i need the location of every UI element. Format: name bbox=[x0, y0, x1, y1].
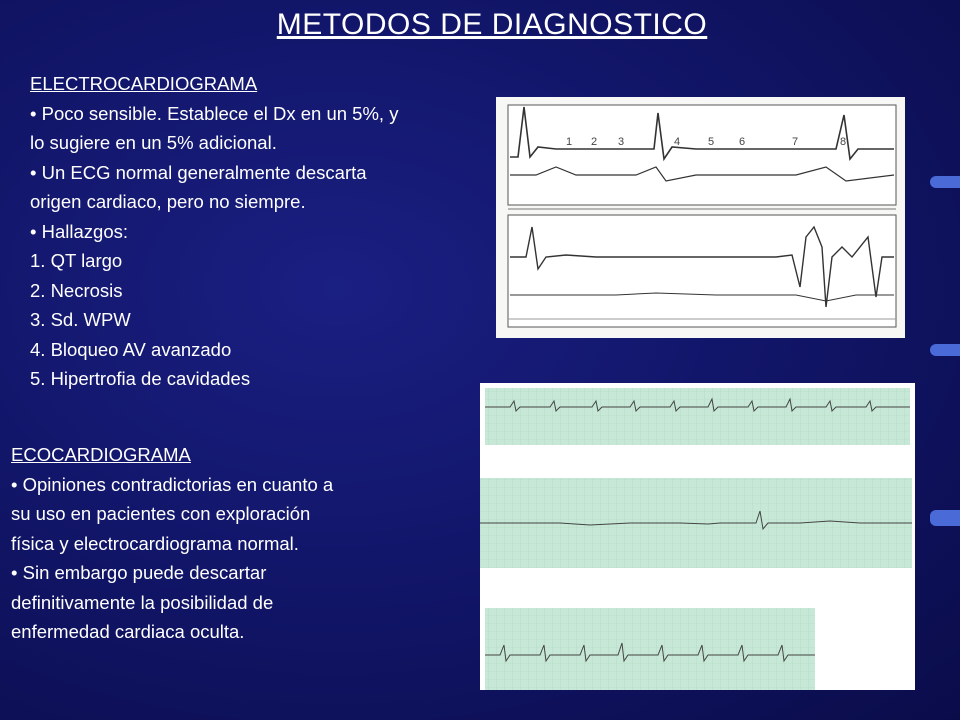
eco-line: • Sin embargo puede descartar bbox=[11, 562, 267, 583]
ecg-line: • Hallazgos: bbox=[30, 220, 128, 242]
ecg-heading: ELECTROCARDIOGRAMA bbox=[30, 73, 258, 94]
ecg-line: 4. Bloqueo AV avanzado bbox=[30, 338, 232, 360]
decorative-accent bbox=[930, 510, 960, 526]
beat-label: 6 bbox=[739, 136, 746, 148]
eco-section bbox=[11, 440, 333, 647]
beat-label: 5 bbox=[708, 136, 715, 148]
ecg-line: • Poco sensible. Establece el Dx en un 5%, y bbox=[30, 102, 399, 124]
rhythm-strips-image bbox=[480, 383, 915, 690]
ecg-line: 1. QT largo bbox=[30, 250, 123, 271]
beat-label: 3 bbox=[618, 136, 625, 148]
ecg-line: lo sugiere en un 5% adicional. bbox=[30, 132, 277, 153]
beat-label: 2 bbox=[591, 136, 598, 148]
ecg-section bbox=[30, 69, 398, 394]
eco-line: definitivamente la posibilidad de bbox=[11, 591, 274, 613]
eco-line: su uso en pacientes con exploración bbox=[11, 503, 311, 524]
ecg-tracing-svg bbox=[496, 97, 905, 338]
beat-label: 1 bbox=[566, 136, 573, 148]
eco-line: • Opiniones contradictorias en cuanto a bbox=[11, 473, 334, 495]
decorative-accent bbox=[930, 176, 960, 188]
ecg-line: origen cardiaco, pero no siempre. bbox=[30, 191, 306, 212]
eco-line: enfermedad cardiaca oculta. bbox=[11, 621, 245, 642]
eco-line: física y electrocardiograma normal. bbox=[11, 532, 299, 554]
ecg-line: 5. Hipertrofia de cavidades bbox=[30, 368, 251, 389]
beat-label: 7 bbox=[792, 136, 799, 148]
eco-heading: ECOCARDIOGRAMA bbox=[11, 444, 191, 465]
decorative-accent bbox=[930, 344, 960, 356]
beat-label: 8 bbox=[840, 136, 847, 148]
slide-title: METODOS DE DIAGNOSTICO bbox=[276, 8, 708, 41]
ecg-line: 2. Necrosis bbox=[30, 279, 123, 301]
rhythm-strips-svg bbox=[480, 383, 915, 690]
beat-label: 4 bbox=[674, 136, 681, 148]
ecg-line: • Un ECG normal generalmente descarta bbox=[30, 161, 367, 183]
ecg-line: 3. Sd. WPW bbox=[30, 309, 131, 330]
ecg-tracing-image bbox=[496, 97, 905, 338]
